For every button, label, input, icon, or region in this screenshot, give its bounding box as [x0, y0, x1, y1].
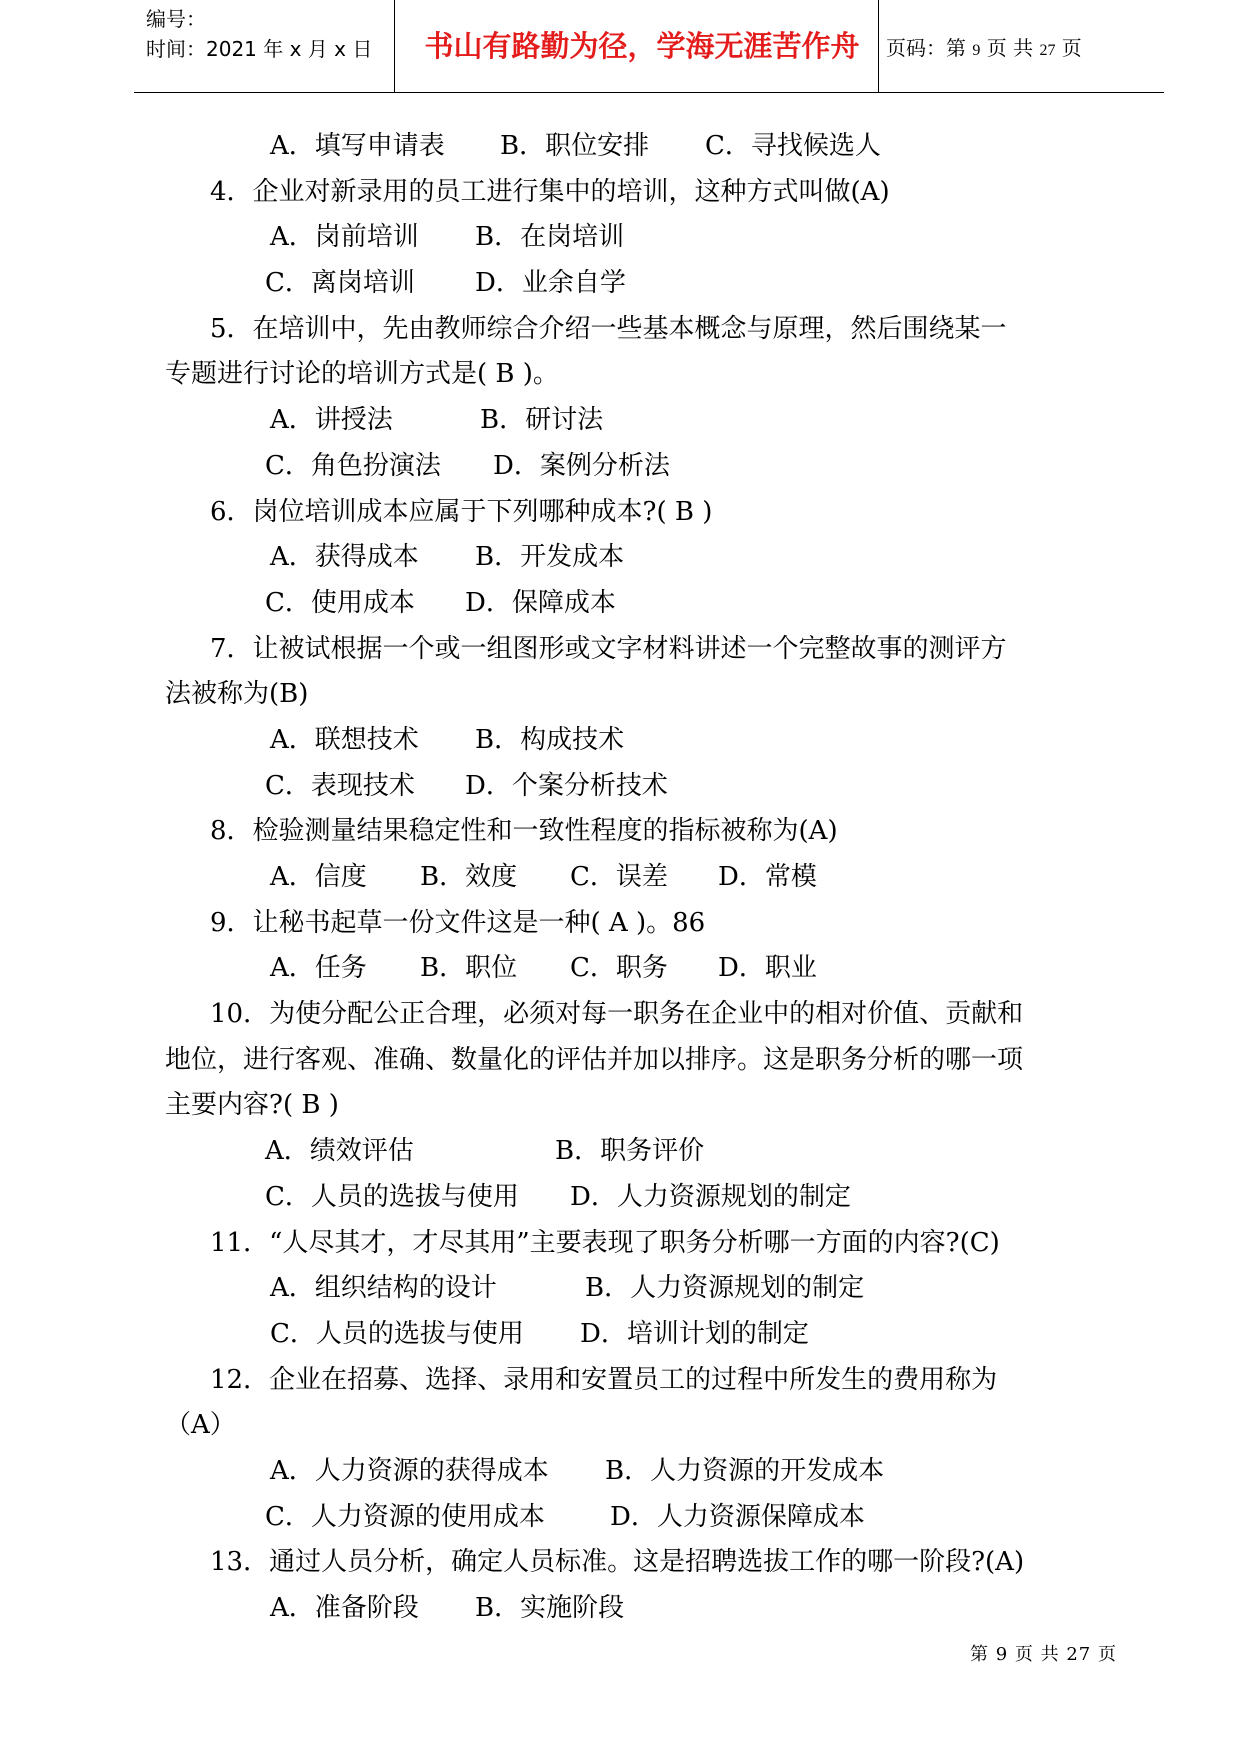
- answer-option: C．表现技术: [265, 770, 415, 801]
- answer-options: [165, 1129, 1130, 1175]
- answer-options: [165, 215, 1130, 261]
- answer-options: [165, 261, 1130, 307]
- answer-option: D．业余自学: [475, 268, 626, 299]
- answer-options: [165, 444, 1130, 490]
- answer-option: B．开发成本: [475, 542, 625, 573]
- answer-options: [165, 124, 1130, 170]
- header-motto: 书山有路勤为径，学海无涯苦作舟: [424, 29, 860, 63]
- answer-option: A．填写申请表: [270, 131, 445, 161]
- answer-option: D．人力资源规划的制定: [570, 1181, 851, 1212]
- answer-option: B．人力资源规划的制定: [585, 1273, 865, 1304]
- answer-options: [165, 1266, 1130, 1312]
- answer-option: B．职位: [420, 953, 518, 984]
- answer-option: A．讲授法: [270, 405, 393, 436]
- answer-options: [165, 946, 1130, 992]
- answer-option: D．案例分析法: [493, 450, 670, 481]
- header-divider: [878, 0, 879, 92]
- question-text: 4．企业对新录用的员工进行集中的培训，这种方式叫做(A): [210, 176, 890, 207]
- answer-options: [165, 1312, 1130, 1358]
- answer-option: A．联想技术: [270, 724, 419, 755]
- question-continuation: 专题进行讨论的培训方式是( B )。: [165, 359, 559, 390]
- answer-option: B．在岗培训: [475, 222, 625, 253]
- question-continuation: 主要内容?( B ): [165, 1090, 339, 1121]
- answer-option: C．职务: [570, 953, 668, 984]
- question-text: 6．岗位培训成本应属于下列哪种成本?( B ): [210, 496, 713, 527]
- question-text: 9．让秘书起草一份文件这是一种( A )。86: [210, 907, 706, 938]
- answer-option: A．组织结构的设计: [270, 1273, 497, 1304]
- answer-options: [165, 764, 1130, 810]
- answer-option: B．实施阶段: [475, 1593, 625, 1623]
- date-label: 时间：2021 年 x 月 x 日: [146, 37, 373, 61]
- answer-option: B．研讨法: [480, 405, 604, 436]
- answer-option: D．培训计划的制定: [580, 1318, 809, 1349]
- question-continuation: 法被称为(B): [165, 679, 309, 710]
- answer-option: C．寻找候选人: [705, 131, 881, 161]
- page-footer: 第 9 页 共 27 页: [970, 1644, 1117, 1665]
- answer-option: B．人力资源的开发成本: [605, 1455, 885, 1486]
- answer-options: [165, 855, 1130, 901]
- answer-options: [165, 398, 1130, 444]
- answer-options: [165, 581, 1130, 627]
- answer-options: [165, 535, 1130, 581]
- answer-option: A．准备阶段: [270, 1593, 419, 1623]
- answer-option: B．职务评价: [555, 1136, 705, 1167]
- answer-option: D．常模: [718, 862, 817, 892]
- answer-options: [165, 1495, 1130, 1541]
- answer-option: C．离岗培训: [265, 268, 415, 299]
- question-text: 11．“人尽其才，才尽其用”主要表现了职务分析哪一方面的内容?(C): [210, 1227, 1000, 1258]
- answer-option: D．职业: [718, 953, 817, 984]
- answer-option: D．保障成本: [465, 587, 616, 618]
- answer-options: [165, 1449, 1130, 1495]
- answer-option: C．角色扮演法: [265, 450, 441, 481]
- answer-option: C．误差: [570, 862, 668, 892]
- answer-options: [165, 1175, 1130, 1221]
- question-text: 13．通过人员分析，确定人员标准。这是招聘选拔工作的哪一阶段?(A): [210, 1547, 1025, 1578]
- question-text: 8．检验测量结果稳定性和一致性程度的指标被称为(A): [210, 816, 838, 847]
- answer-option: C．人力资源的使用成本: [265, 1501, 545, 1532]
- answer-options: [165, 1586, 1130, 1632]
- answer-option: A．绩效评估: [265, 1136, 414, 1167]
- header-meta: [146, 4, 372, 64]
- question-text: 7．让被试根据一个或一组图形或文字材料讲述一个完整故事的测评方: [210, 633, 1007, 664]
- document-body: [165, 124, 1130, 1632]
- answer-option: A．获得成本: [270, 542, 419, 573]
- answer-option: A．人力资源的获得成本: [270, 1455, 549, 1486]
- question-text: 10．为使分配公正合理，必须对每一职务在企业中的相对价值、贡献和: [210, 999, 1024, 1030]
- question-text: 5．在培训中，先由教师综合介绍一些基本概念与原理，然后围绕某一: [210, 313, 1007, 344]
- answer-option: B．职位安排: [500, 131, 650, 161]
- answer-option: A．岗前培训: [270, 222, 419, 253]
- answer-option: D．个案分析技术: [465, 770, 668, 801]
- header-rule: [134, 92, 1164, 93]
- question-continuation: 地位，进行客观、准确、数量化的评估并加以排序。这是职务分析的哪一项: [165, 1044, 1024, 1075]
- header-divider: [394, 0, 395, 92]
- question-text: 12．企业在招募、选择、录用和安置员工的过程中所发生的费用称为: [210, 1364, 998, 1395]
- page-header: [134, 0, 1164, 92]
- answer-option: C．人员的选拔与使用: [265, 1181, 519, 1212]
- answer-option: D．人力资源保障成本: [610, 1501, 865, 1532]
- serial-label: 编号：: [146, 7, 206, 31]
- answer-option: A．信度: [270, 862, 367, 892]
- answer-option: B．构成技术: [475, 724, 625, 755]
- answer-option: C．人员的选拔与使用: [270, 1318, 524, 1349]
- answer-option: C．使用成本: [265, 587, 415, 618]
- answer-option: A．任务: [270, 953, 367, 984]
- question-continuation: （A）: [165, 1410, 236, 1441]
- answer-option: B．效度: [420, 862, 518, 892]
- header-page-number: 页码：第 9 页 共 27 页: [886, 36, 1082, 60]
- answer-options: [165, 718, 1130, 764]
